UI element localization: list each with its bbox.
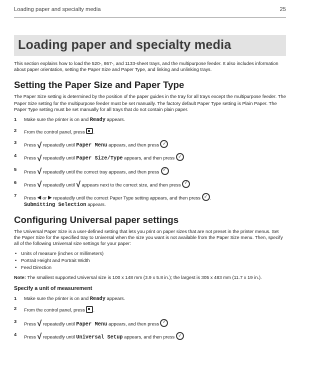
right-arrow-icon: ▶ [47,195,52,202]
chapter-title-band [14,35,286,56]
down-arrow-check-icon: √ [37,319,42,329]
list-item: 5 Press √ repeatedly until the correct tray appears, and then press ✓ [14,167,286,176]
list-item: 2 From the control panel, press . [14,306,95,313]
size-note: Note: The smallest supported Universal size is 100 x 148 mm (3.9 x 5.8 in.); the largest is 305 x 483 mm (11.7 x 19 in.). [14,274,262,280]
select-button-icon [202,193,210,201]
section-body-paper-size-type: The Paper Size setting is determined by the position of the paper guides in the tray for all trays except the multipurpose feeder. The Paper Size setting for the multipurpose feeder must be set manually. The factory default Paper Type setting is Plain Paper. The Paper Type setting must be set manually for all trays that do not contain plain paper. [14,94,286,112]
page-content [14,61,286,345]
select-button-icon [176,332,184,340]
list-item: 6 Press √ repeatedly until √ appears next to the correct size, and then press ✓ [14,180,286,189]
intro-paragraph: This section explains how to load the 520-, 867-, and 1133-sheet trays, and the multipurpose feeder. It also includes information about paper orientation, setting the Paper Size and Paper Type, and linking and unlinking trays. [14,61,279,73]
list-item: 1 Make sure the printer is on and Ready appears. [14,117,126,124]
list-item: • Units of measure (inches or millimeters) [14,251,286,257]
list-item: 3 Press √ repeatedly until Paper Menu appears, and then press ✓ [14,140,286,149]
select-button-icon [161,167,169,175]
list-item: • Portrait Height and Portrait Width [14,258,286,264]
steps-paper-size-type [14,117,286,208]
down-arrow-check-icon: √ [37,332,42,342]
home-button-icon [86,306,93,313]
list-item: • Feed Direction [14,265,286,271]
list-item: 4 Press √ repeatedly until Paper Size/Type appears, and then press ✓ [14,153,286,162]
section-body-universal: The Universal Paper Size is a user-defined setting that lets you print on paper sizes that are not preset in the printer menus. Set the Paper Size for the specified tray to Universal when the size you want is not available from the Paper Size menu. Then, specify all of the following Universal size settings for your paper: [14,228,283,247]
down-arrow-check-icon: √ [37,166,42,176]
list-item: 4 Press √ repeatedly until Universal Setup appears, and then press ✓ [14,332,286,341]
select-button-icon [176,153,184,161]
running-header [14,7,286,18]
checkmark-icon: √ [76,180,81,190]
down-arrow-check-icon: √ [37,180,42,190]
universal-settings-list [14,251,286,271]
section-heading-universal: Configuring Universal paper settings [14,213,179,225]
section-heading-paper-size-type: Setting the Paper Size and Paper Type [14,79,185,91]
header-section-title: Loading paper and specialty media [14,7,101,13]
down-arrow-check-icon: √ [37,153,42,163]
list-item: 2 From the control panel, press . [14,127,95,135]
left-arrow-icon: ◀ [37,195,42,202]
select-button-icon [160,319,168,327]
list-item: 7 Press ◀ or ▶ repeatedly until the correct Paper Type setting appears, and then press ✓. Submitting Selection appears. [14,193,286,208]
down-arrow-check-icon: √ [37,140,42,150]
select-button-icon [160,140,168,148]
subheading-unit-of-measurement: Specify a unit of measurement [14,286,93,293]
steps-unit-of-measurement [14,296,286,341]
list-item: 1 Make sure the printer is on and Ready appears. [14,295,126,302]
select-button-icon [182,180,190,188]
chapter-title: Loading paper and specialty media [18,38,232,52]
page-number: 25 [279,7,286,13]
list-item: 3 Press √ repeatedly until Paper Menu appears, and then press ✓ [14,319,286,328]
home-button-icon [86,128,93,135]
